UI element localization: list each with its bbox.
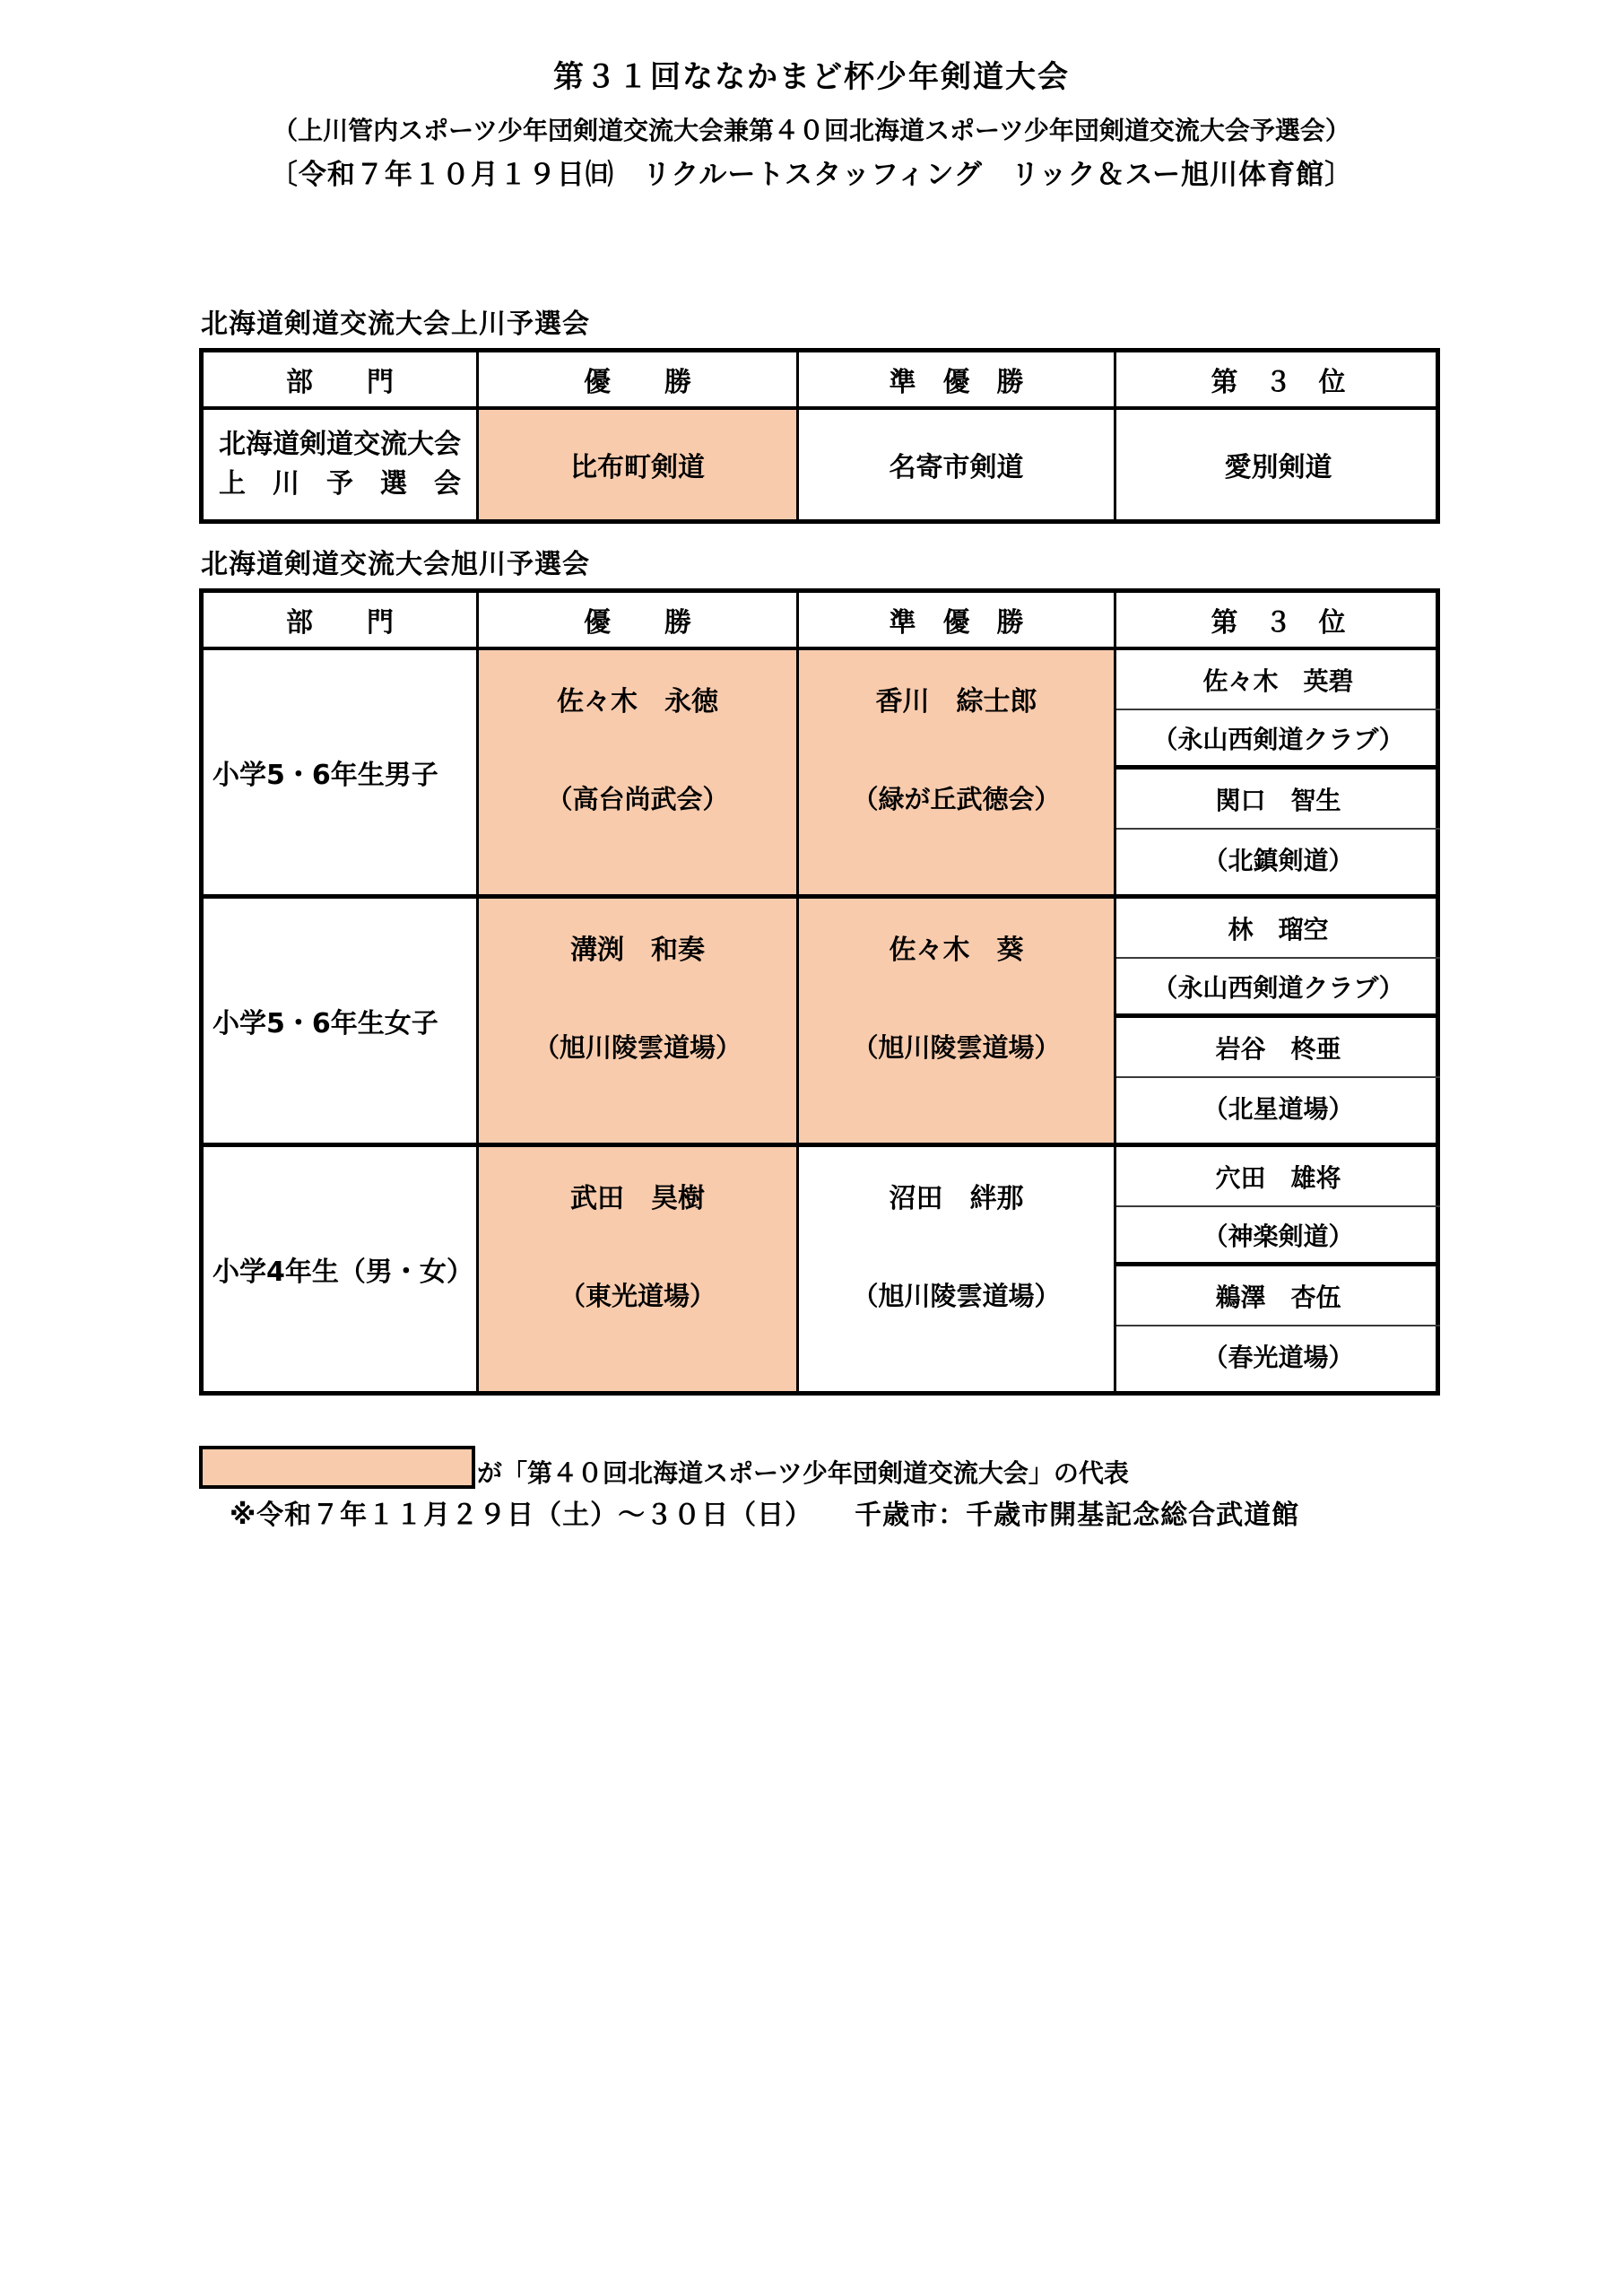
kamikawa-table <box>199 348 1440 524</box>
runner-up-name: 佐々木 葵 <box>889 935 1024 966</box>
runner-up-club: （緑が丘武徳会） <box>852 784 1061 814</box>
runner-up-club: （旭川陵雲道場） <box>852 1032 1061 1063</box>
column-header-runner-up: 準 優 勝 <box>799 593 1116 647</box>
champion-name: 武田 昊樹 <box>570 1183 705 1214</box>
asahikawa-table <box>199 588 1440 1396</box>
runner-up-cell <box>799 899 1116 1143</box>
champion-name: 佐々木 永徳 <box>557 686 718 718</box>
column-header-division: 部 門 <box>204 593 479 647</box>
kamikawa-section-heading: 北海道剣道交流大会上川予選会 <box>201 309 590 340</box>
division-line1: 北海道剣道交流大会 <box>219 429 461 460</box>
kamikawa-division-cell <box>204 410 479 519</box>
runner-up-name: 沼田 絆那 <box>889 1183 1024 1214</box>
column-header-champion: 優 勝 <box>479 593 799 647</box>
runner-up-name: 香川 綜士郎 <box>875 686 1037 718</box>
third-place-1-name: 林 瑠空 <box>1116 899 1440 959</box>
result-row-girls-5-6 <box>204 894 1436 1143</box>
runner-up-cell <box>799 1147 1116 1391</box>
champion-cell <box>479 899 799 1143</box>
column-header-champion: 優 勝 <box>479 352 799 406</box>
third-place-2-name: 関口 智生 <box>1116 770 1440 830</box>
legend-text: が「第４０回北海道スポーツ少年団剣道交流大会」の代表 <box>477 1458 1129 1488</box>
result-row-grade-4 <box>204 1143 1436 1391</box>
third-place-1-club: （永山西剣道クラブ） <box>1116 710 1440 770</box>
division-line2: 上 川 予 選 会 <box>219 468 461 500</box>
third-place-2-name: 岩谷 柊亜 <box>1116 1018 1440 1078</box>
division-cell: 小学5・6年生男子 <box>204 650 479 894</box>
third-place-cell <box>1116 650 1440 894</box>
champion-cell <box>479 1147 799 1391</box>
third-place-1-name: 佐々木 英碧 <box>1116 650 1440 710</box>
kamikawa-header-row <box>204 352 1436 410</box>
column-header-third-place: 第 ３ 位 <box>1211 367 1346 398</box>
asahikawa-header-row <box>204 593 1436 650</box>
title-block <box>0 57 1623 194</box>
highlight-color-swatch <box>199 1446 475 1489</box>
third-place-2-club: （春光道場） <box>1202 1343 1354 1372</box>
champion-cell <box>479 650 799 894</box>
third-place-1-club: （神楽剣道） <box>1116 1207 1440 1266</box>
champion-club: （旭川陵雲道場） <box>533 1032 742 1063</box>
runner-up-club: （旭川陵雲道場） <box>852 1281 1061 1311</box>
division-cell: 小学4年生（男・女） <box>204 1147 479 1391</box>
third-place-1-name: 穴田 雄将 <box>1116 1147 1440 1207</box>
kamikawa-runner-up-cell: 名寄市剣道 <box>799 410 1116 519</box>
third-place-2-club: （北星道場） <box>1202 1094 1354 1124</box>
champion-club: （高台尚武会） <box>546 784 729 814</box>
legend <box>199 1446 1129 1489</box>
document-subtitle: （上川管内スポーツ少年団剣道交流大会兼第４０回北海道スポーツ少年団剣道交流大会予選会） <box>273 116 1350 145</box>
kamikawa-result-row <box>204 410 1436 519</box>
third-place-2-club: （北鎮剣道） <box>1202 846 1354 875</box>
third-place-cell <box>1116 1147 1440 1391</box>
champion-club: （東光道場） <box>559 1281 716 1311</box>
third-place-1-club: （永山西剣道クラブ） <box>1116 959 1440 1018</box>
champion-name: 溝渕 和奏 <box>570 935 705 966</box>
column-header-division: 部 門 <box>204 352 479 406</box>
asahikawa-section-heading: 北海道剣道交流大会旭川予選会 <box>201 549 590 580</box>
runner-up-cell <box>799 650 1116 894</box>
column-header-runner-up: 準 優 勝 <box>799 352 1116 406</box>
footer-note: ※令和７年１１月２９日（土）～３０日（日） 千歳市：千歳市開基記念総合武道館 <box>230 1500 1300 1531</box>
result-row-boys-5-6 <box>204 650 1436 894</box>
document-date-venue: 〔令和７年１０月１９日㈰ リクルートスタッフィング リック＆スー旭川体育館〕 <box>269 159 1354 191</box>
third-place-cell <box>1116 899 1440 1143</box>
division-cell: 小学5・6年生女子 <box>204 899 479 1143</box>
kamikawa-champion-cell: 比布町剣道 <box>479 410 799 519</box>
third-place-2-name: 鵜澤 杏伍 <box>1116 1266 1440 1326</box>
document-title: 第３１回ななかまど杯少年剣道大会 <box>553 59 1070 95</box>
column-header-third-place: 第 ３ 位 <box>1211 607 1346 639</box>
kamikawa-third-place-cell: 愛別剣道 <box>1224 452 1332 483</box>
